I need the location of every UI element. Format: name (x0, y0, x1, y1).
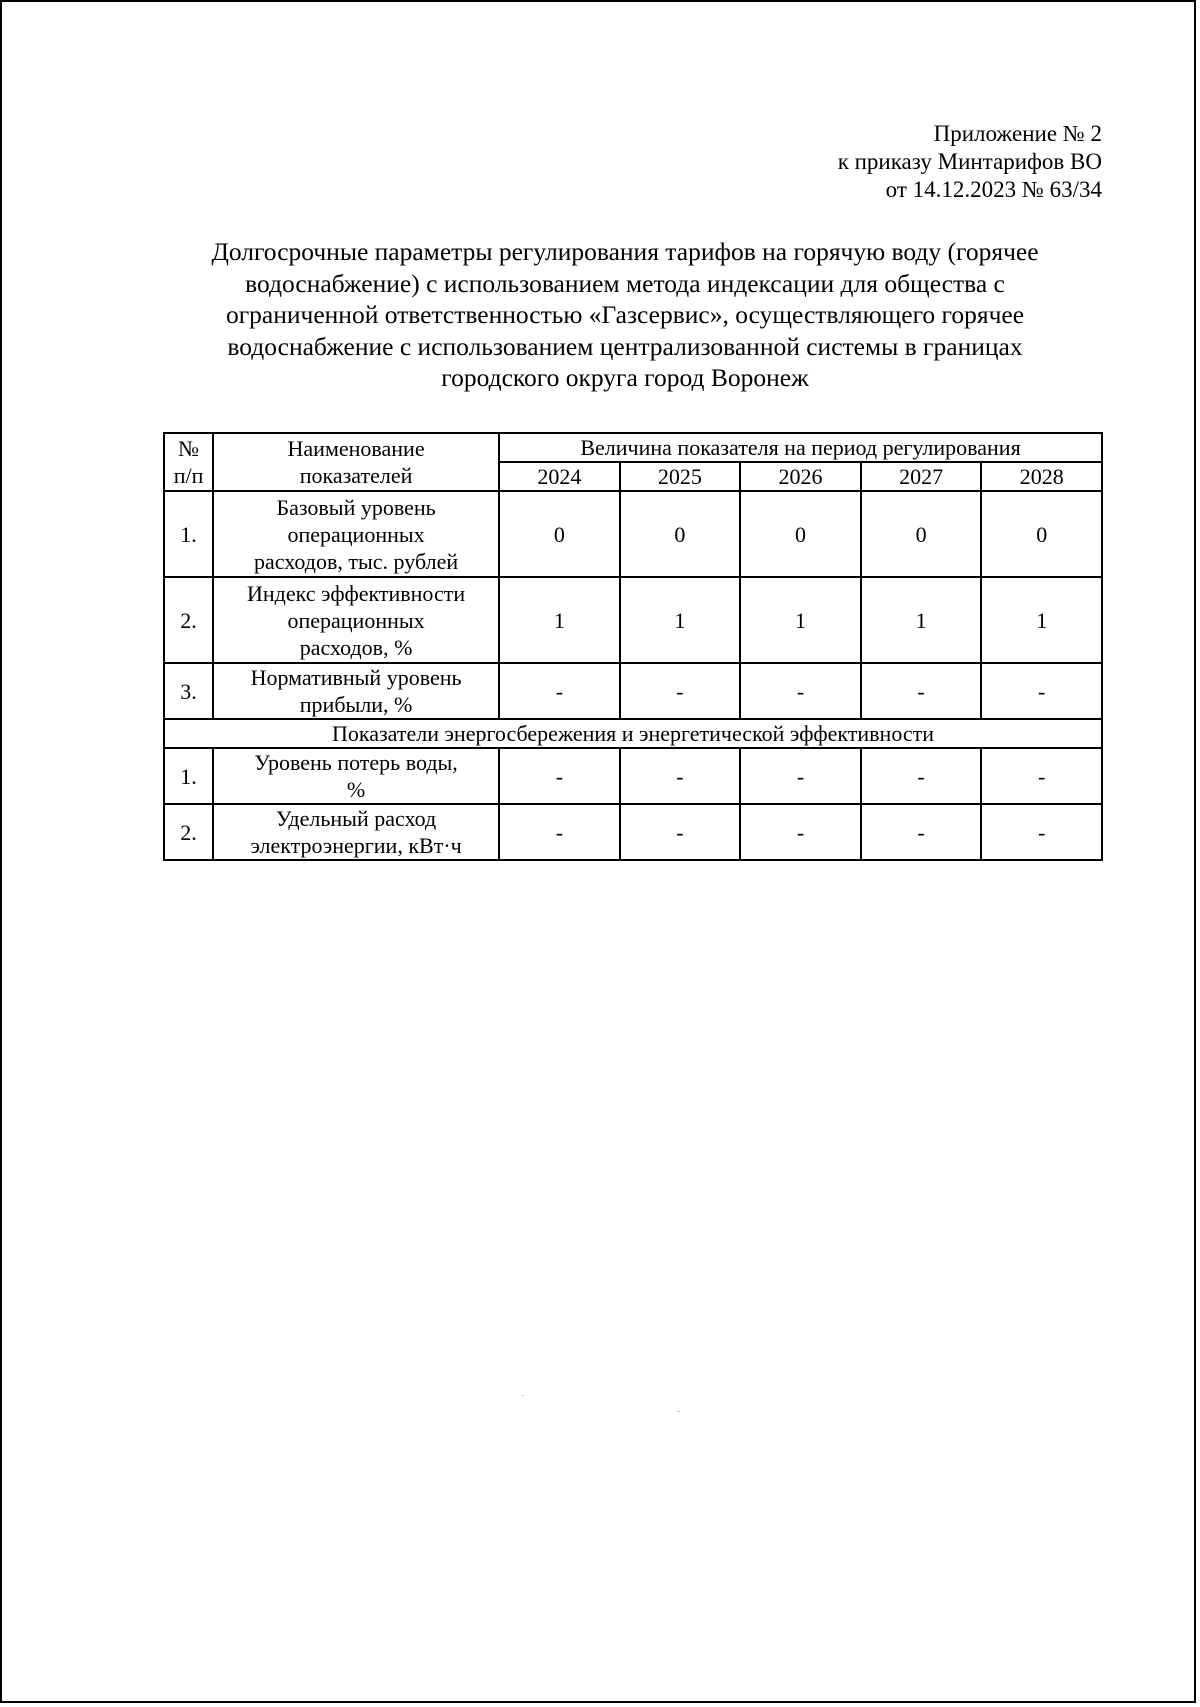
row-name-line: электроэнергии, кВт·ч (250, 833, 462, 858)
header-period-cell: Величина показателя на период регулирования (499, 433, 1102, 462)
row-name-cell (213, 491, 499, 577)
row-value-cell: - (981, 748, 1102, 804)
title-line-5: городского округа город Воронеж (441, 363, 809, 392)
row-name-cell (213, 663, 499, 719)
row-value-cell: 1 (981, 577, 1102, 663)
annex-line-3: от 14.12.2023 № 63/34 (885, 177, 1102, 202)
header-name-line-2: показателей (299, 463, 413, 488)
row-value-cell: - (620, 804, 741, 860)
header-year-cell: 2027 (861, 462, 982, 491)
row-value-cell: 0 (740, 491, 861, 577)
row-value-cell: 1 (620, 577, 741, 663)
section-header-row (164, 719, 1102, 748)
header-num-line-1: № (178, 436, 200, 461)
header-year-cell: 2024 (499, 462, 620, 491)
document-title (160, 236, 1090, 394)
row-value-cell: - (620, 663, 741, 719)
row-num-cell: 1. (164, 491, 213, 577)
row-name-line: % (346, 777, 366, 802)
row-value-cell: 0 (861, 491, 982, 577)
row-value-cell: - (740, 804, 861, 860)
header-year-cell: 2028 (981, 462, 1102, 491)
annex-line-2: к приказу Минтарифов ВО (837, 149, 1102, 174)
title-line-4: водоснабжение с использованием централизованной системы в границах (227, 331, 1023, 361)
row-value-cell: - (499, 663, 620, 719)
row-num-cell: 2. (164, 577, 213, 663)
table-header-row (164, 433, 1102, 462)
row-name-line: прибыли, % (299, 692, 413, 717)
scan-artifact (678, 1411, 680, 1412)
row-num-cell: 3. (164, 663, 213, 719)
row-num-cell: 2. (164, 804, 213, 860)
row-value-cell: - (981, 804, 1102, 860)
row-name-line: Нормативный уровень (250, 665, 462, 690)
row-value-cell: - (499, 804, 620, 860)
row-name-line: Уровень потерь воды, (254, 750, 458, 775)
table-row (164, 748, 1102, 804)
row-name-line: Индекс эффективности (247, 580, 466, 606)
row-name-line: Удельный расход (275, 806, 437, 831)
row-value-cell: - (861, 804, 982, 860)
row-value-cell: 0 (620, 491, 741, 577)
title-line-3: ограниченной ответственностью «Газсервис», осуществляющего горячее (225, 300, 1025, 329)
annex-block (838, 120, 1102, 204)
header-name-line-1: Наименование (287, 436, 425, 461)
row-value-cell: - (861, 663, 982, 719)
table-row (164, 804, 1102, 860)
header-num-line-2: п/п (173, 463, 204, 488)
row-name-cell (213, 577, 499, 663)
table-row (164, 577, 1102, 663)
row-value-cell: - (740, 748, 861, 804)
row-name-line: расходов, тыс. рублей (254, 548, 459, 574)
section-header-cell: Показатели энергосбережения и энергетической эффективности (164, 719, 1102, 748)
header-year-cell: 2026 (740, 462, 861, 491)
annex-line-1: Приложение № 2 (933, 121, 1102, 146)
row-value-cell: 0 (499, 491, 620, 577)
header-year-cell: 2025 (620, 462, 741, 491)
row-name-line: операционных (287, 607, 425, 633)
row-name-cell (213, 804, 499, 860)
row-value-cell: 1 (740, 577, 861, 663)
scan-artifact (522, 1395, 524, 1396)
row-name-line: расходов, % (299, 634, 413, 660)
row-num-cell: 1. (164, 748, 213, 804)
row-value-cell: - (620, 748, 741, 804)
row-name-line: операционных (287, 521, 425, 547)
parameters-table (163, 432, 1103, 861)
row-value-cell: 0 (981, 491, 1102, 577)
row-value-cell: - (740, 663, 861, 719)
row-value-cell: 1 (861, 577, 982, 663)
title-line-1: Долгосрочные параметры регулирования тарифов на горячую воду (горячее (211, 237, 1039, 266)
header-num-cell (164, 433, 213, 491)
row-value-cell: - (981, 663, 1102, 719)
row-name-line: Базовый уровень (276, 494, 436, 520)
header-name-cell (213, 433, 499, 491)
table-row (164, 491, 1102, 577)
row-value-cell: - (499, 748, 620, 804)
title-line-2: водоснабжение) с использованием метода индексации для общества с (245, 268, 1005, 298)
row-name-cell (213, 748, 499, 804)
row-value-cell: 1 (499, 577, 620, 663)
row-value-cell: - (861, 748, 982, 804)
table-row (164, 663, 1102, 719)
